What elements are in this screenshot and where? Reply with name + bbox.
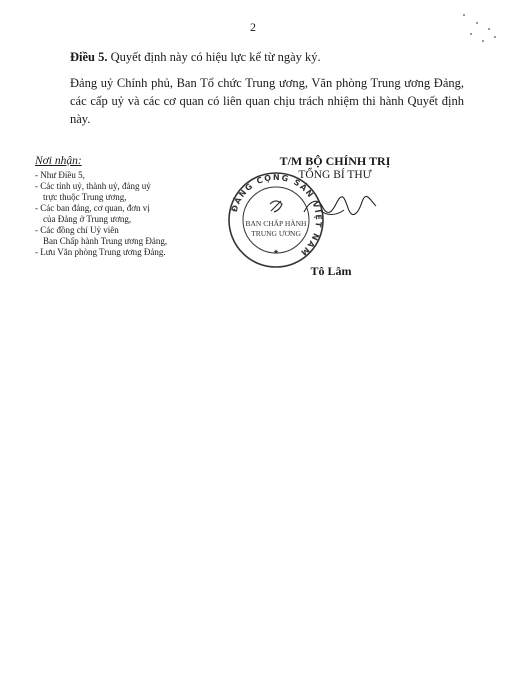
responsibility-paragraph: Đảng uỷ Chính phủ, Ban Tổ chức Trung ương, Văn phòng Trung ương Đảng, các cấp uỷ và các cơ quan có liên quan chịu trách nhiệm thi hành Quyết định này. [70, 76, 464, 126]
signer-name: Tô Lâm [310, 264, 352, 278]
recipient-item: trực thuộc Trung ương, [43, 192, 127, 202]
hammer-sickle-icon [270, 201, 282, 212]
recipient-item: Ban Chấp hành Trung ương Đảng, [43, 236, 168, 246]
recipient-item: - Như Điều 5, [35, 170, 85, 180]
article-5 [70, 50, 470, 65]
page-number: 2 [250, 20, 256, 34]
seal-ring-text: ĐẢNG CỘNG SẢN VIỆT NAM [229, 172, 324, 259]
recipient-item: - Các ban đảng, cơ quan, đơn vị [35, 203, 150, 213]
recipients-title: Nơi nhận: [35, 155, 82, 167]
seal-center-line2: TRUNG ƯƠNG [251, 229, 301, 238]
recipients-block [35, 156, 235, 258]
signatory-title: T/M BỘ CHÍNH TRỊ [279, 154, 391, 168]
recipient-item: - Các đồng chí Uỷ viên [35, 225, 119, 235]
recipient-item: - Các tỉnh uỷ, thành uỷ, đảng uỷ [35, 181, 151, 191]
article-heading: Điều 5. [70, 50, 108, 64]
recipient-item: của Đảng ở Trung ương, [43, 214, 132, 224]
seal-star-icon: ★ [272, 248, 280, 256]
handwritten-signature [300, 186, 380, 226]
recipient-item: - Lưu Văn phòng Trung ương Đảng. [35, 247, 166, 257]
article-text: Quyết định này có hiệu lực kể từ ngày ký. [107, 50, 321, 64]
signatory-subtitle: TỔNG BÍ THƯ [298, 169, 372, 181]
seal-center-line1: BAN CHẤP HÀNH [245, 219, 307, 228]
